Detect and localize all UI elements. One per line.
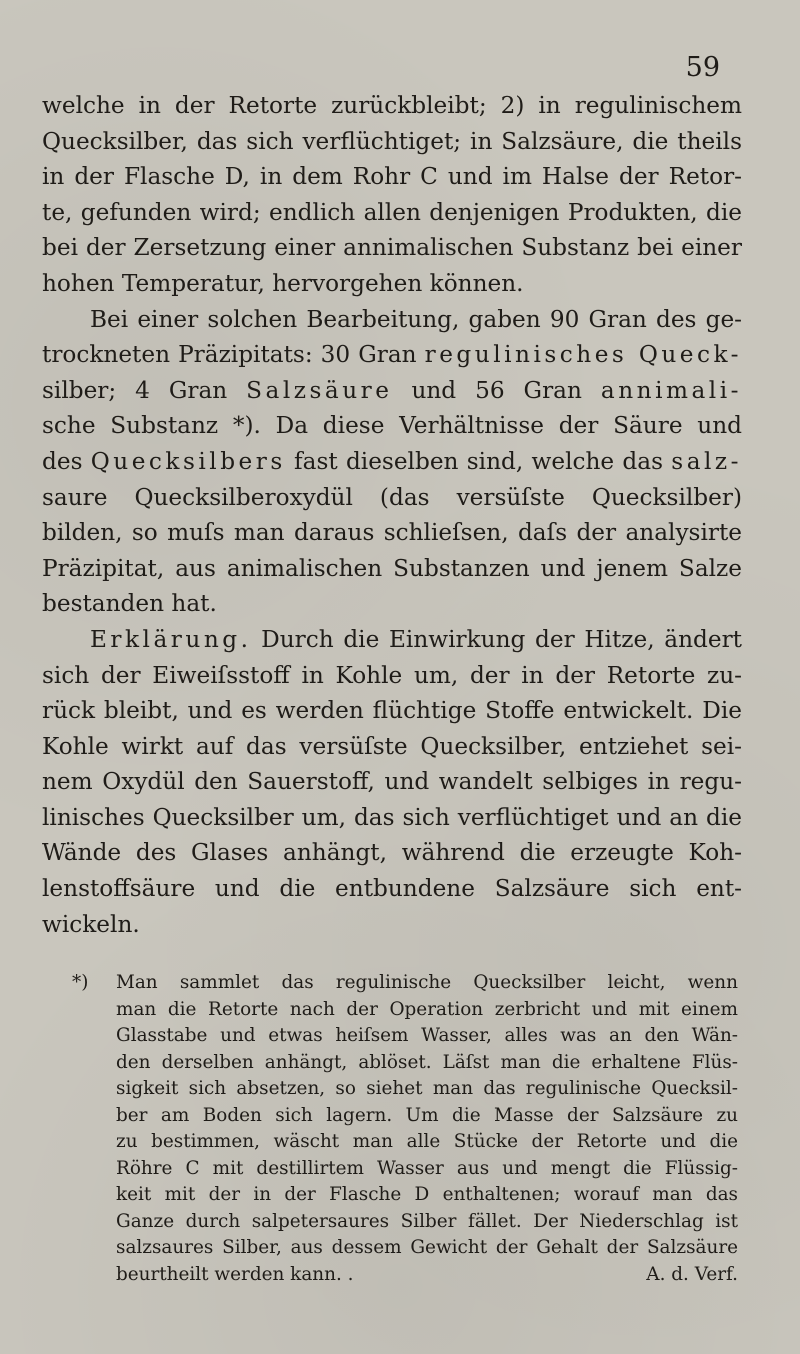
footnote-text: Man sammlet das regulinische Quecksilber leicht, wenn [116,972,738,993]
footnote-last-line [72,1262,738,1289]
text-line [42,444,742,480]
text-line: Bei einer solchen Bearbeitung, gaben 90 Gran des ge- [90,305,742,333]
footnote-line: salzsaures Silber, aus dessem Gewicht der Gehalt der Salzsäure [116,1237,738,1258]
text-line: welche in der Retorte zurückbleibt; 2) in regulinischem [42,92,742,119]
text-line: Kohle wirkt auf das versüſste Quecksilber, entziehet sei- [42,732,742,760]
text-line: sich der Eiweiſsstoff in Kohle um, der in der Retorte zu- [42,661,742,689]
text-line: hohen Temperatur, hervorgehen können. [42,269,524,297]
text-line: in der Flasche D, in dem Rohr C und im Halse der Retor- [42,163,742,191]
text-run: des [42,447,91,475]
text-run: trockneten Präzipitats: 30 Gran [42,341,425,369]
text-run: silber; 4 Gran [42,376,247,404]
spaced-term: Erklärung. [90,625,252,653]
spaced-term: salz- [671,447,742,475]
text-line: te, gefunden wird; endlich allen denjenigen Produkten, die [42,198,742,226]
spaced-term: Salzsäure [246,376,393,404]
main-text [42,88,742,942]
text-line: rück bleibt, und es werden flüchtige Stoffe entwickelt. Die [42,697,742,725]
footnote-line: sigkeit sich absetzen, so siehet man das regulinische Quecksil- [116,1078,738,1099]
text-line: lenstoffsäure und die entbundene Salzsäure sich ent- [42,875,742,903]
text-line: bilden, so muſs man daraus schlieſsen, daſs der analysirte [42,519,742,547]
footnote-line: beurtheilt werden kann. . [116,1263,354,1285]
text-line: bestanden hat. [42,590,217,618]
footnote-line: den derselben anhängt, ablöset. Läſst man die erhaltene Flüs- [116,1051,738,1073]
text-line [42,373,742,409]
footnote-line: Ganze durch salpetersaures Silber fället. Der Niederschlag ist [116,1210,738,1232]
text-line: Präzipitat, aus animalischen Substanzen und jenem Salze [42,554,742,582]
text-line: Wände des Glases anhängt, während die erzeugte Koh- [42,839,742,867]
footnote-line: zu bestimmen, wäscht man alle Stücke der Retorte und die [116,1131,738,1152]
text-line: nem Oxydül den Sauerstoff, und wandelt selbiges in regu- [42,768,742,796]
text-run: fast dieselben sind, welche das [285,447,672,475]
footnote [72,970,738,1288]
spaced-term: regulinisches Queck- [424,341,742,369]
text-run: und 56 Gran [392,376,601,404]
text-line: wickeln. [42,910,140,938]
text-run: Durch die Einwirkung der Hitze, ändert [251,625,742,653]
footnote-signature: A. d. Verf. [646,1263,738,1285]
text-line: sche Substanz *). Da diese Verhältnisse der Säure und [42,412,742,440]
footnote-line [72,970,738,997]
text-line: Quecksilber, das sich verflüchtiget; in Salzsäure, die theils [42,127,742,155]
footnote-line: Glasstabe und etwas heiſsem Wasser, alles was an den Wän- [116,1025,738,1046]
text-line: bei der Zersetzung einer annimalischen Substanz bei einer [42,234,742,262]
page-number: 59 [685,52,720,83]
footnote-line: Röhre C mit destillirtem Wasser aus und mengt die Flüssig- [116,1157,738,1179]
text-line: linisches Quecksilber um, das sich verflüchtiget und an die [42,803,742,831]
footnote-marker: *) [72,972,89,993]
spaced-term: annimali- [600,376,742,404]
footnote-line: keit mit der in der Flasche D enthaltenen; worauf man das [116,1184,738,1205]
text-line [42,622,742,658]
spaced-term: Quecksilbers [90,447,286,475]
footnote-line: man die Retorte nach der Operation zerbricht und mit einem [116,998,738,1020]
text-line [42,337,742,373]
footnote-line: ber am Boden sich lagern. Um die Masse der Salzsäure zu [116,1104,738,1126]
text-line: saure Quecksilberoxydül (das versüſste Quecksilber) [42,483,742,511]
